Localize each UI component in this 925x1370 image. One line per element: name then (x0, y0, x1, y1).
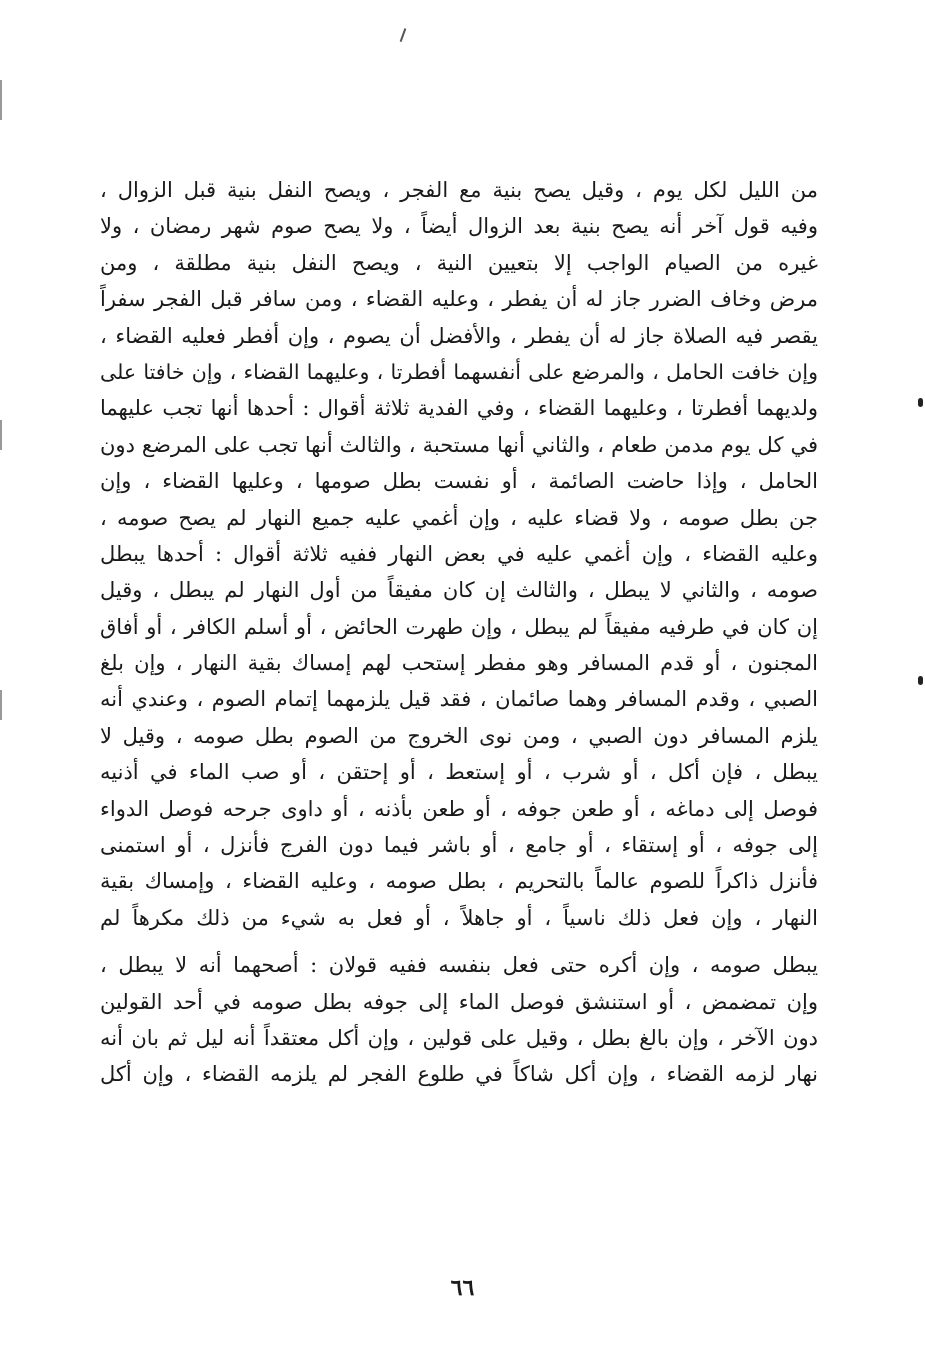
text-line: يبطل صومه ، وإن أكره حتى فعل بنفسه ففيه قولان : أصحهما أنه لا يبطل ، (100, 953, 818, 978)
text-line: في كل يوم مدمن طعام ، والثاني أنها مستحبة ، والثالث أنها تجب على المرضع دون (100, 432, 818, 457)
scan-edge-mark (0, 420, 2, 450)
text-line: المجنون ، أو قدم المسافر وهو مفطر إستحب لهم إمساك بقية النهار ، وإن بلغ (100, 651, 818, 676)
text-line: فأنزل ذاكراً للصوم عالماً بالتحريم ، بطل صومه ، وعليه القضاء ، وإمساك بقية (100, 869, 818, 894)
text-line: وإن خافت الحامل ، والمرضع على أنفسهما أفطرتا ، وعليهما القضاء ، وإن خافتا على (100, 359, 818, 384)
body-text (100, 172, 818, 1093)
text-line: يلزم المسافر دون الصبي ، ومن نوى الخروج من الصوم بطل صومه ، وقيل لا (100, 723, 818, 748)
text-line: إلى جوفه ، أو إستقاء ، أو جامع ، أو باشر فيما دون الفرج فأنزل ، أو استمنى (100, 833, 818, 858)
text-line: الصبي ، وقدم المسافر وهما صائمان ، فقد قيل يلزمهما إتمام الصوم ، وعندي أنه (100, 687, 818, 712)
text-line: فوصل إلى دماغه ، أو طعن جوفه ، أو طعن بأذنه ، أو داوى جرحه فوصل الدواء (100, 796, 818, 821)
text-line: ولديهما أفطرتا ، وعليهما القضاء ، وفي الفدية ثلاثة أقوال : أحدها أنها تجب عليهما (100, 396, 818, 421)
text-line: جن بطل صومه ، ولا قضاء عليه ، وإن أغمي عليه جميع النهار لم يصح صومه ، (100, 505, 818, 530)
text-line: الحامل ، وإذا حاضت الصائمة ، أو نفست بطل صومها ، وعليها القضاء ، وإن (100, 469, 818, 494)
text-line: إن كان في طرفيه مفيقاً لم يبطل ، وإن طهرت الحائض ، أو أسلم الكافر ، أو أفاق (100, 614, 818, 639)
scan-edge-mark (0, 80, 2, 120)
text-line: يبطل ، فإن أكل ، أو شرب ، أو إستعط ، أو إحتقن ، أو صب الماء في أذنيه (100, 760, 818, 785)
text-line: صومه ، والثاني لا يبطل ، والثالث إن كان مفيقاً من أول النهار لم يبطل ، وقيل (100, 578, 818, 603)
text-line: وعليه القضاء ، وإن أغمي عليه في بعض النهار ففيه ثلاثة أقوال : أحدها يبطل (100, 541, 818, 566)
scan-edge-dot (918, 676, 923, 685)
text-line: من الليل لكل يوم ، وقيل يصح بنية مع الفجر ، ويصح النفل بنية قبل الزوال ، (100, 178, 818, 202)
text-line: يقصر فيه الصلاة جاز له أن يفطر ، والأفضل أن يصوم ، وإن أفطر فعليه القضاء ، (100, 323, 818, 348)
text-line: وإن تمضمض ، أو استنشق فوصل الماء إلى جوفه بطل صومه في أحد القولين (100, 989, 818, 1014)
text-line: وفيه قول آخر أنه يصح بنية بعد الزوال أيضاً ، ولا يصح صوم شهر رمضان ، ولا (100, 214, 818, 239)
text-line: غيره من الصيام الواجب إلا بتعيين النية ، ويصح النفل بنية مطلقة ، ومن (100, 250, 818, 275)
scan-mark (400, 28, 406, 42)
scan-edge-dot (918, 398, 923, 407)
text-line: دون الآخر ، وإن بالغ بطل ، وقيل على قولين ، وإن أكل معتقداً أنه ليل ثم بان أنه (100, 1025, 818, 1050)
text-line: مرض وخاف الضرر جاز له أن يفطر ، وعليه القضاء ، ومن سافر قبل الفجر سفراً (100, 287, 818, 312)
scan-edge-mark (0, 690, 2, 720)
text-line: النهار ، وإن فعل ذلك ناسياً ، أو جاهلاً ، أو فعل به شيء من ذلك مكرهاً لم (100, 905, 818, 930)
page-number: ٦٦ (450, 1275, 475, 1301)
text-line: نهار لزمه القضاء ، وإن أكل شاكاً في طلوع الفجر لم يلزمه القضاء ، وإن أكل (100, 1062, 818, 1087)
